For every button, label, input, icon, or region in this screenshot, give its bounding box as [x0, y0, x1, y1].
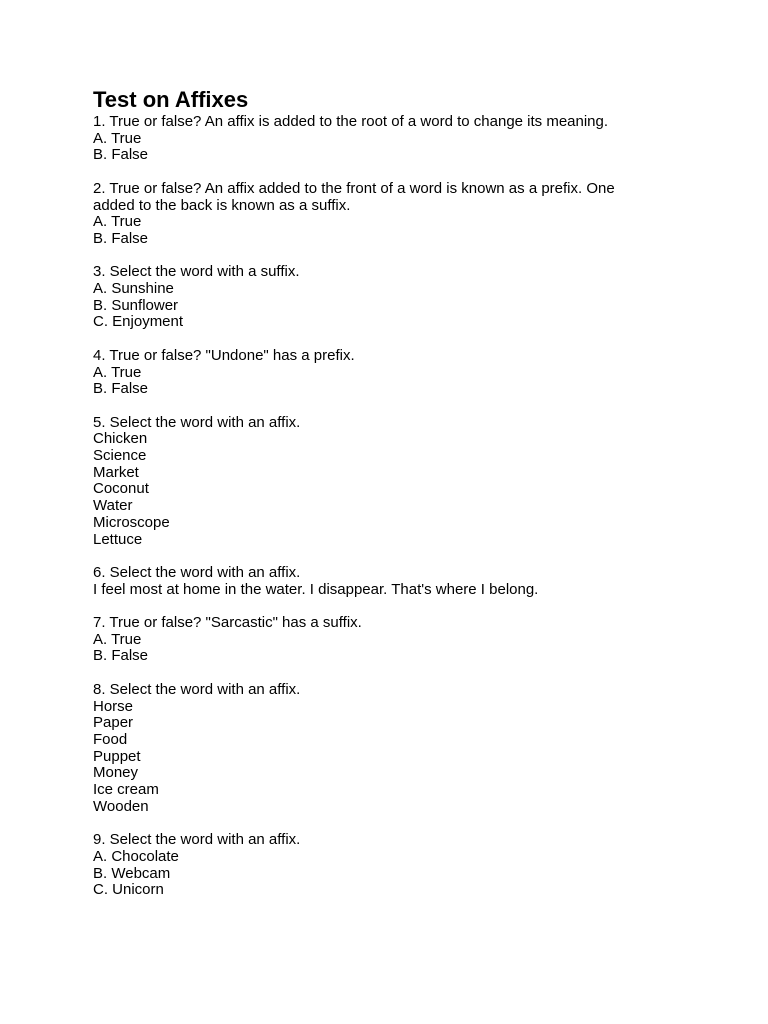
question-text: 6. Select the word with an affix. — [93, 563, 301, 581]
question-line: Wooden — [93, 797, 149, 815]
question-line: added to the back is known as a suffix. — [93, 196, 351, 214]
question-line: Horse — [93, 697, 134, 715]
document-page — [93, 86, 653, 916]
question-9 — [93, 832, 653, 899]
question-line: Paper — [93, 714, 134, 732]
question-text: 8. Select the word with an affix. — [93, 680, 301, 698]
question-line: B. Sunflower — [93, 296, 179, 314]
question-text: 3. Select the word with a suffix. — [93, 263, 300, 281]
question-line: I feel most at home in the water. I disappear. That's where I belong. — [93, 580, 539, 598]
question-line: A. True — [93, 363, 142, 381]
question-text: 4. True or false? "Undone" has a prefix. — [93, 346, 355, 364]
question-line: B. Webcam — [93, 864, 171, 882]
question-line: A. True — [93, 630, 142, 648]
question-line: B. False — [93, 647, 149, 665]
question-line: Food — [93, 730, 128, 748]
question-6 — [93, 565, 653, 598]
question-text: 9. Select the word with an affix. — [93, 831, 301, 849]
question-line: Lettuce — [93, 530, 143, 548]
question-line: Coconut — [93, 480, 149, 498]
question-list — [93, 114, 653, 899]
question-2 — [93, 181, 653, 248]
question-line: A. Chocolate — [93, 847, 179, 865]
question-4 — [93, 348, 653, 398]
question-line: C. Enjoyment — [93, 313, 184, 331]
question-line: Money — [93, 764, 139, 782]
question-line: Market — [93, 463, 139, 481]
question-text: 5. Select the word with an affix. — [93, 413, 301, 431]
question-line: Puppet — [93, 747, 141, 765]
question-5 — [93, 415, 653, 549]
question-line: A. True — [93, 213, 142, 231]
question-line: Microscope — [93, 513, 170, 531]
question-1 — [93, 114, 653, 164]
question-7 — [93, 615, 653, 665]
question-line: A. Sunshine — [93, 280, 174, 297]
question-text: 1. True or false? An affix is added to the root of a word to change its meaning. — [93, 113, 609, 130]
question-line: A. True — [93, 129, 142, 147]
question-text: 7. True or false? "Sarcastic" has a suffix. — [93, 614, 362, 631]
question-line: Water — [93, 497, 133, 515]
question-line: B. False — [93, 229, 149, 247]
question-line: B. False — [93, 380, 149, 398]
document-title: Test on Affixes — [93, 87, 249, 112]
question-line: Science — [93, 447, 147, 464]
question-3 — [93, 264, 653, 331]
question-line: C. Unicorn — [93, 881, 164, 899]
question-text: 2. True or false? An affix added to the front of a word is known as a prefix. One — [93, 179, 615, 197]
question-8 — [93, 682, 653, 816]
question-line: Chicken — [93, 430, 148, 448]
question-line: Ice cream — [93, 781, 159, 799]
question-line: B. False — [93, 146, 149, 164]
